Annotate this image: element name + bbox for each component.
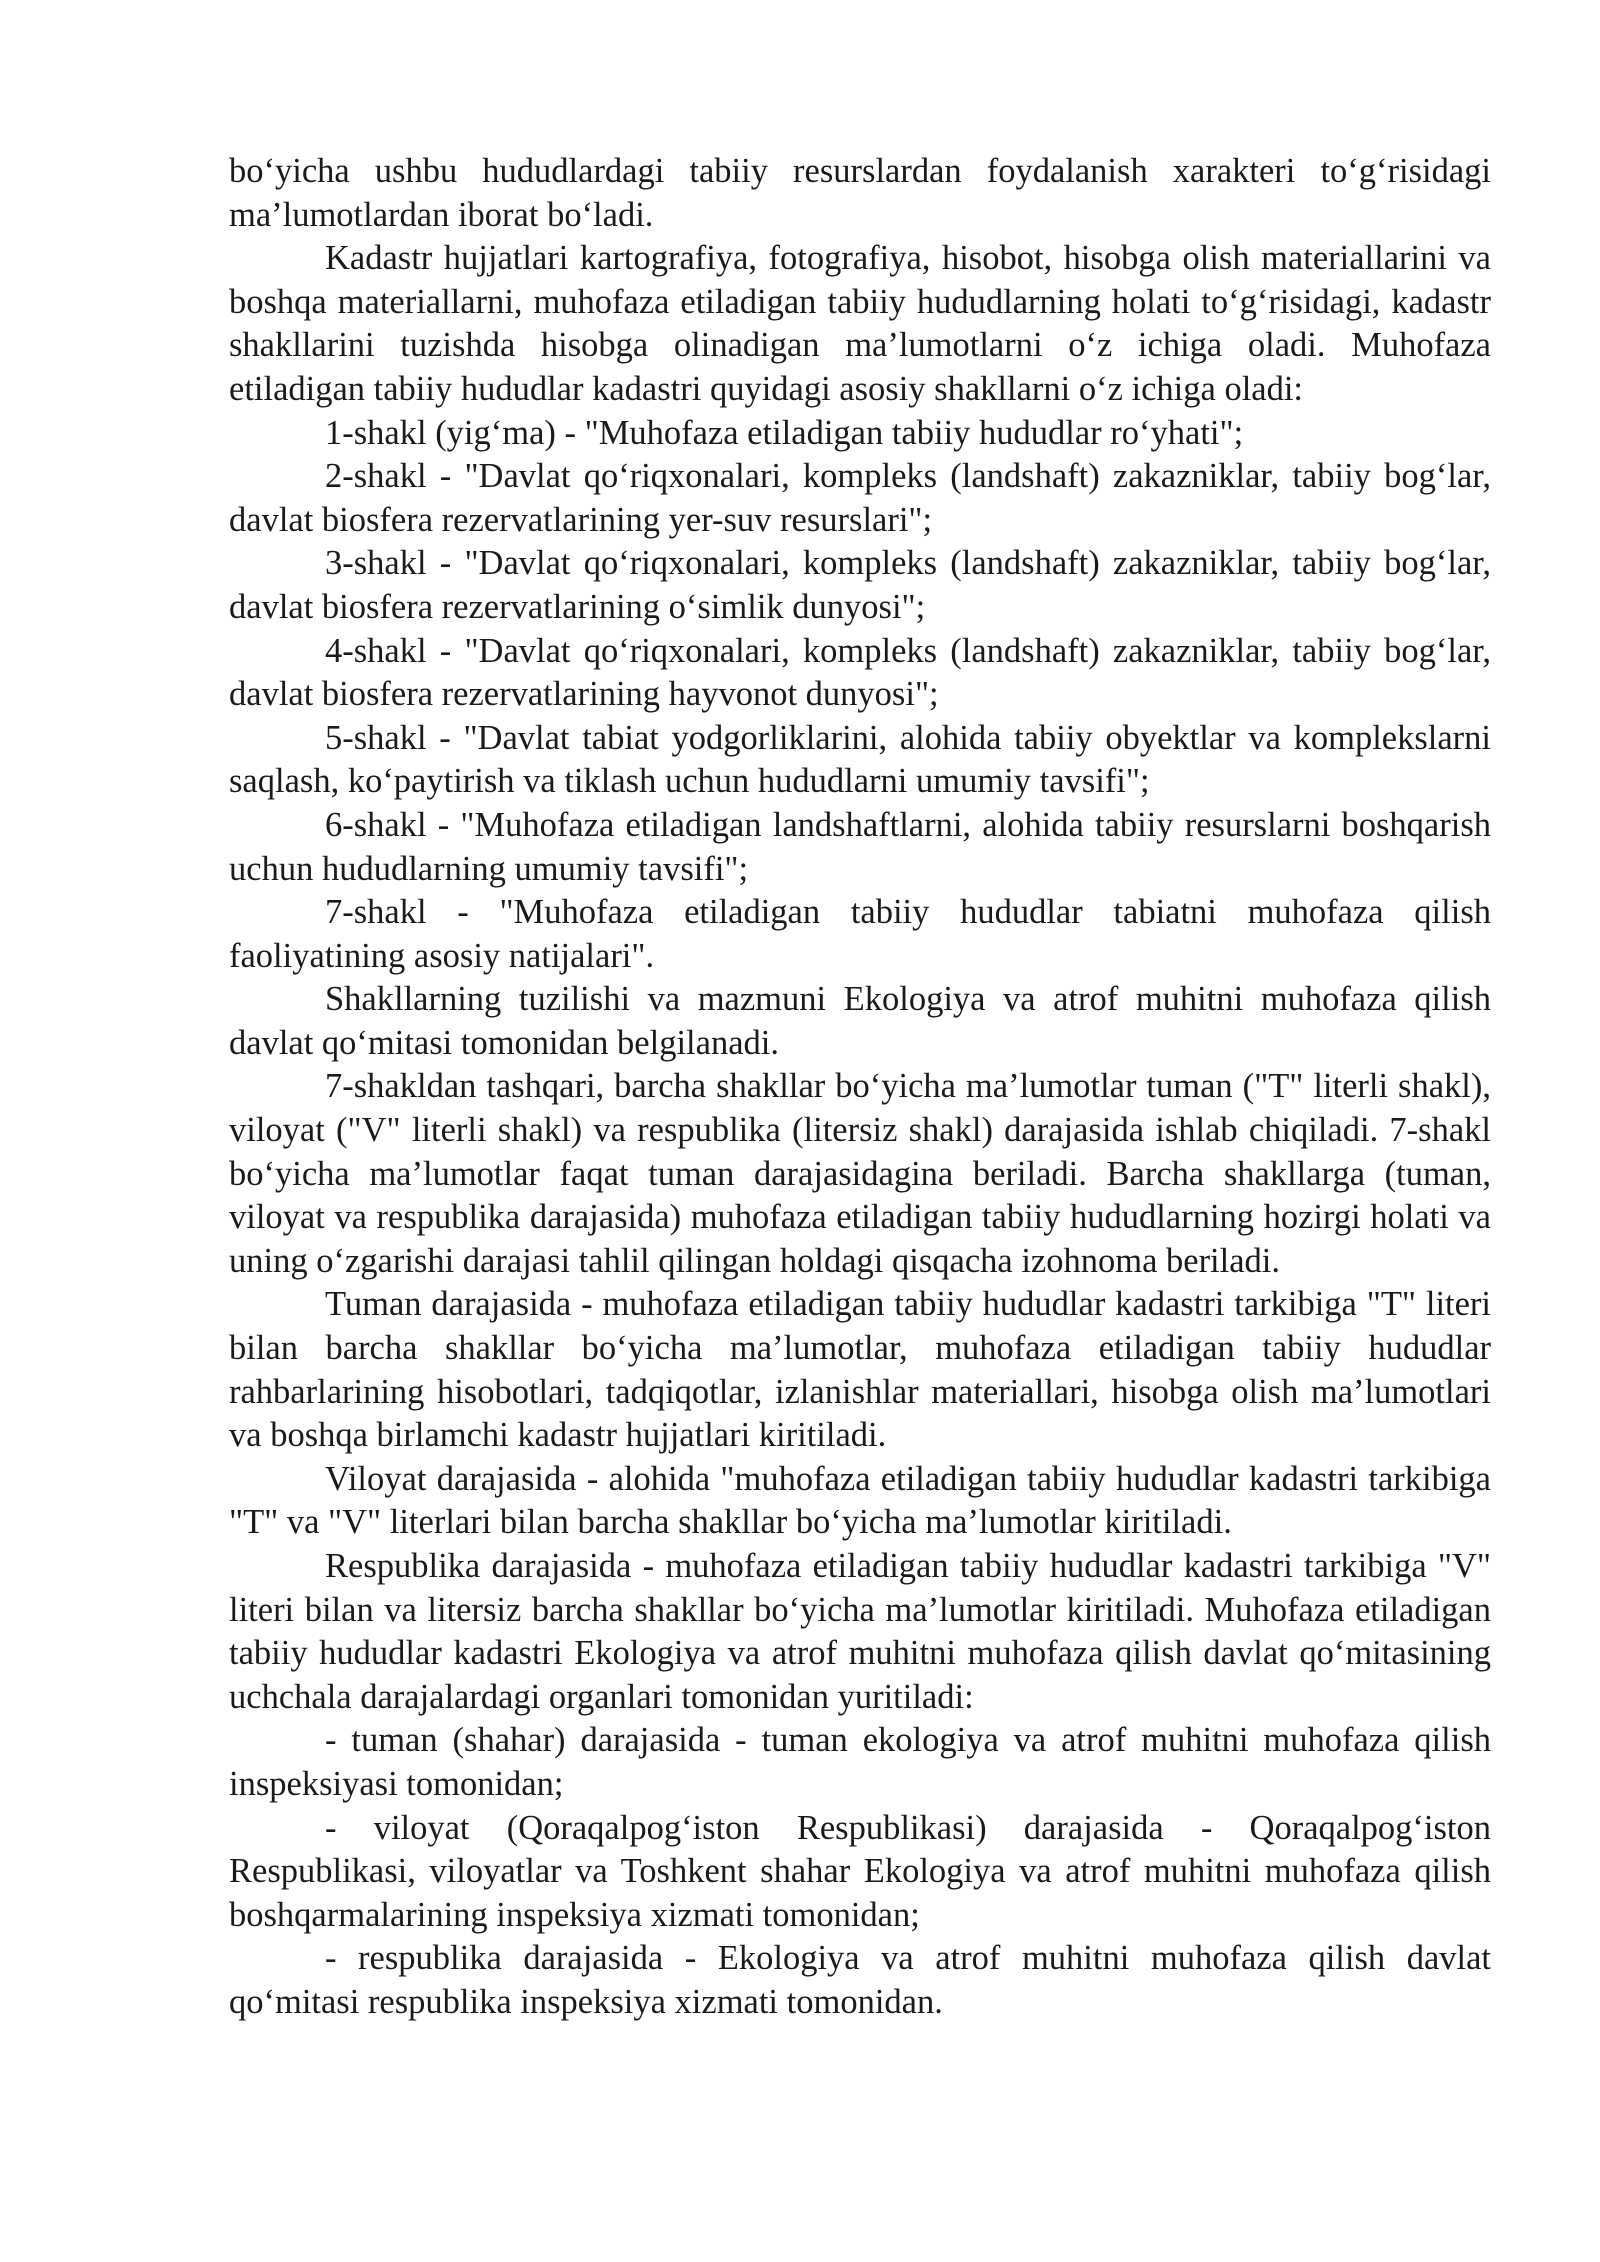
paragraph-form-5: 5-shakl - "Davlat tabiat yodgorliklarini, alohida tabiiy obyektlar va komplekslarni saqlash, ko‘paytirish va tiklash uchun hududlarni umumiy tavsifi"; <box>229 718 1491 801</box>
list-item-republic: - respublika darajasida - Ekologiya va atrof muhitni muhofaza qilish davlat qo‘mitasi respublika inspeksiya xizmati tomonidan. <box>229 1939 1491 2021</box>
paragraph-form-4: 4-shakl - "Davlat qo‘riqxonalari, kompleks (landshaft) zakazniklar, tabiiy bog‘lar, davlat biosfera rezervatlarining hayvonot dunyosi"; <box>229 631 1491 714</box>
paragraph-form-7: 7-shakl - "Muhofaza etiladigan tabiiy hududlar tabiatni muhofaza qilish faoliyatining asosiy natijalari". <box>229 893 1491 975</box>
paragraph-levels-overview: 7-shakldan tashqari, barcha shakllar bo‘yicha ma’lumotlar tuman ("T" literli shakl), viloyat ("V" literli shakl) va respublika (litersiz shakl) darajasida ishlab chiqiladi. 7-shakl bo‘yicha ma’lumotlar faqat tuman darajasidagina beriladi. Barcha shakllarga (tuman, viloyat va respublika darajasida) muhofaza etiladigan tabiiy hududlarning hozirgi holati va uning o‘zgarishi darajasi tahlil qilingan holdagi qisqacha izohnoma beriladi. <box>229 1067 1491 1280</box>
paragraph-continuation: bo‘yicha ushbu hududlardagi tabiiy resurslardan foydalanish xarakteri to‘g‘risidagi ma’lumotlardan iborat bo‘ladi. <box>229 152 1491 234</box>
paragraph-region-level: Viloyat darajasida - alohida "muhofaza etiladigan tabiiy hududlar kadastri tarkibiga "T" va "V" literlari bilan barcha shakllar bo‘yicha ma’lumotlar kiritiladi. <box>229 1459 1491 1542</box>
paragraph-form-6: 6-shakl - "Muhofaza etiladigan landshaftlarni, alohida tabiiy resurslarni boshqarish uchun hududlarning umumiy tavsifi"; <box>229 805 1491 888</box>
list-item-district: - tuman (shahar) darajasida - tuman ekologiya va atrof muhitni muhofaza qilish inspeksiyasi tomonidan; <box>229 1721 1491 1803</box>
paragraph-form-1: 1-shakl (yig‘ma) - "Muhofaza etiladigan tabiiy hududlar ro‘yhati"; <box>325 413 1244 452</box>
paragraph-district-level: Tuman darajasida - muhofaza etiladigan tabiiy hududlar kadastri tarkibiga "T" literi bilan barcha shakllar bo‘yicha ma’lumotlar, muhofaza etiladigan tabiiy hududlar rahbarlarining hisobotlari, tadqiqotlar, izlanishlar materiallari, hisobga olish ma’lumotlari va boshqa birlamchi kadastr hujjatlari kiritiladi. <box>229 1285 1491 1455</box>
paragraph-forms-structure: Shakllarning tuzilishi va mazmuni Ekologiya va atrof muhitni muhofaza qilish davlat qo‘mitasi tomonidan belgilanadi. <box>229 980 1491 1062</box>
paragraph-republic-level: Respublika darajasida - muhofaza etiladigan tabiiy hududlar kadastri tarkibiga "V" literi bilan va litersiz barcha shakllar bo‘yicha ma’lumotlar kiritiladi. Muhofaza etiladigan tabiiy hududlar kadastri Ekologiya va atrof muhitni muhofaza qilish davlat qo‘mitasining uchchala darajalardagi organlari tomonidan yuritiladi: <box>229 1547 1491 1716</box>
paragraph-form-2: 2-shakl - "Davlat qo‘riqxonalari, kompleks (landshaft) zakazniklar, tabiiy bog‘lar, davlat biosfera rezervatlarining yer-suv resurslari"; <box>229 457 1491 539</box>
paragraph-kadastr-documents: Kadastr hujjatlari kartografiya, fotografiya, hisobot, hisobga olish materiallarini va boshqa materiallarni, muhofaza etiladigan tabiiy hududlarning holati to‘g‘risidagi, kadastr shakllarini tuzishda hisobga olinadigan ma’lumotlarni o‘z ichiga oladi. Muhofaza etiladigan tabiiy hududlar kadastri quyidagi asosiy shakllarni o‘z ichiga oladi: <box>229 239 1491 408</box>
paragraph-form-3: 3-shakl - "Davlat qo‘riqxonalari, kompleks (landshaft) zakazniklar, tabiiy bog‘lar, davlat biosfera rezervatlarining o‘simlik dunyosi"; <box>229 544 1491 626</box>
document-page <box>229 150 1491 2025</box>
list-item-region: - viloyat (Qoraqalpog‘iston Respublikasi) darajasida - Qoraqalpog‘iston Respublikasi, viloyatlar va Toshkent shahar Ekologiya va atrof muhitni muhofaza qilish boshqarmalarining inspeksiya xizmati tomonidan; <box>229 1808 1491 1934</box>
